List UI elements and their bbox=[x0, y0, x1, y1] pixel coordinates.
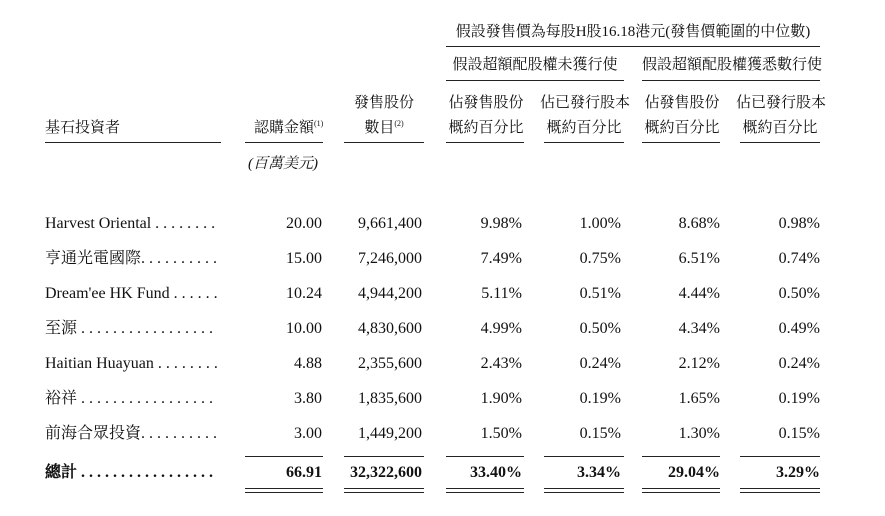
a-offer-pct-cell: 4.99% bbox=[480, 320, 522, 337]
column-header-b-issued-line2: 概約百分比 bbox=[742, 120, 818, 136]
total-double-rule-b-offer bbox=[642, 488, 720, 493]
column-header-shares-line1: 發售股份 bbox=[353, 95, 414, 111]
shares-cell: 1,449,200 bbox=[358, 425, 422, 442]
a-offer-pct-cell: 7.49% bbox=[480, 250, 522, 267]
shares-cell: 4,830,600 bbox=[358, 320, 422, 337]
a-issued-pct-cell: 1.00% bbox=[579, 215, 621, 232]
b-issued-pct-cell: 0.50% bbox=[778, 285, 820, 302]
total-rule-amount bbox=[245, 456, 323, 457]
b-issued-pct-cell: 0.74% bbox=[778, 250, 820, 267]
b-offer-pct-cell: 4.34% bbox=[678, 320, 720, 337]
column-header-a-offer-line2: 概約百分比 bbox=[448, 120, 524, 136]
amount-cell: 15.00 bbox=[286, 250, 322, 267]
total-rule-b-offer bbox=[642, 456, 720, 457]
column-header-b-offer-line2: 概約百分比 bbox=[644, 120, 720, 136]
subheader-a-rule bbox=[446, 80, 624, 81]
total-shares: 32,322,600 bbox=[350, 464, 422, 481]
b-offer-pct-cell: 8.68% bbox=[678, 215, 720, 232]
shares-cell: 7,246,000 bbox=[358, 250, 422, 267]
b-issued-pct-cell: 0.98% bbox=[778, 215, 820, 232]
a-issued-pct-cell: 0.51% bbox=[579, 285, 621, 302]
investor-name-cell: Haitian Huayuan . . . . . . . . bbox=[45, 355, 218, 372]
amount-cell: 4.88 bbox=[294, 355, 322, 372]
column-header-a-offer-line1: 佔發售股份 bbox=[448, 95, 524, 111]
total-b-issued: 3.29% bbox=[776, 464, 820, 481]
column-header-a-issued-line1: 佔已發行股本 bbox=[540, 95, 631, 111]
total-a-issued: 3.34% bbox=[577, 464, 621, 481]
shares-cell: 1,835,600 bbox=[358, 390, 422, 407]
investor-name-cell: Dream'ee HK Fund . . . . . . bbox=[45, 285, 218, 302]
column-header-amount: 認購金額$^{(1)}$ bbox=[254, 119, 324, 136]
column-header-investor: 基石投資者 bbox=[45, 120, 121, 136]
group-header: 假設發售價為每股H股16.18港元(發售價範圍的中位數) bbox=[455, 24, 811, 40]
total-rule-a-offer bbox=[446, 456, 524, 457]
investor-name-cell: 裕祥 . . . . . . . . . . . . . . . . . bbox=[45, 390, 214, 407]
total-rule-a-issued bbox=[544, 456, 624, 457]
total-double-rule-shares bbox=[344, 488, 424, 493]
subheader-b-rule bbox=[642, 80, 820, 81]
shares-cell: 2,355,600 bbox=[358, 355, 422, 372]
rule-a-issued bbox=[544, 142, 624, 143]
shares-cell: 9,661,400 bbox=[358, 215, 422, 232]
a-issued-pct-cell: 0.75% bbox=[579, 250, 621, 267]
total-amount: 66.91 bbox=[286, 464, 322, 481]
b-issued-pct-cell: 0.24% bbox=[778, 355, 820, 372]
b-offer-pct-cell: 1.30% bbox=[678, 425, 720, 442]
b-offer-pct-cell: 6.51% bbox=[678, 250, 720, 267]
a-issued-pct-cell: 0.15% bbox=[579, 425, 621, 442]
investor-name-cell: 亨通光電國際. . . . . . . . . . bbox=[45, 250, 218, 267]
a-issued-pct-cell: 0.24% bbox=[579, 355, 621, 372]
a-offer-pct-cell: 9.98% bbox=[480, 215, 522, 232]
amount-cell: 20.00 bbox=[286, 215, 322, 232]
rule-b-issued bbox=[740, 142, 820, 143]
b-offer-pct-cell: 1.65% bbox=[678, 390, 720, 407]
a-issued-pct-cell: 0.50% bbox=[579, 320, 621, 337]
amount-cell: 10.00 bbox=[286, 320, 322, 337]
rule-investor bbox=[45, 142, 221, 143]
b-issued-pct-cell: 0.49% bbox=[778, 320, 820, 337]
column-header-b-offer-line1: 佔發售股份 bbox=[644, 95, 720, 111]
a-offer-pct-cell: 1.90% bbox=[480, 390, 522, 407]
total-b-offer: 29.04% bbox=[668, 464, 720, 481]
investor-name-cell: 至源 . . . . . . . . . . . . . . . . . bbox=[45, 320, 214, 337]
total-a-offer: 33.40% bbox=[470, 464, 522, 481]
total-double-rule-a-issued bbox=[544, 488, 624, 493]
column-header-shares-line2: 數目$^{(2)}$ bbox=[364, 119, 404, 136]
amount-cell: 3.80 bbox=[294, 390, 322, 407]
rule-a-offer bbox=[446, 142, 524, 143]
a-offer-pct-cell: 2.43% bbox=[480, 355, 522, 372]
rule-amount bbox=[245, 142, 323, 143]
subheader-not-exercised: 假設超額配股權未獲行使 bbox=[452, 57, 618, 73]
b-offer-pct-cell: 4.44% bbox=[678, 285, 720, 302]
total-double-rule-a-offer bbox=[446, 488, 524, 493]
b-issued-pct-cell: 0.15% bbox=[778, 425, 820, 442]
column-header-a-issued-line2: 概約百分比 bbox=[546, 120, 622, 136]
subheader-fully-exercised: 假設超額配股權獲悉數行使 bbox=[642, 57, 823, 73]
amount-cell: 3.00 bbox=[294, 425, 322, 442]
total-rule-shares bbox=[344, 456, 424, 457]
total-label: 總計 . . . . . . . . . . . . . . . . . bbox=[45, 464, 214, 481]
total-double-rule-b-issued bbox=[740, 488, 820, 493]
a-offer-pct-cell: 5.11% bbox=[481, 285, 522, 302]
investor-name-cell: Harvest Oriental . . . . . . . . bbox=[45, 215, 216, 232]
a-offer-pct-cell: 1.50% bbox=[480, 425, 522, 442]
a-issued-pct-cell: 0.19% bbox=[579, 390, 621, 407]
rule-b-offer bbox=[642, 142, 720, 143]
b-issued-pct-cell: 0.19% bbox=[778, 390, 820, 407]
shares-cell: 4,944,200 bbox=[358, 285, 422, 302]
amount-cell: 10.24 bbox=[286, 285, 322, 302]
unit-label: (百萬美元) bbox=[248, 156, 318, 172]
column-header-b-issued-line1: 佔已發行股本 bbox=[736, 95, 827, 111]
b-offer-pct-cell: 2.12% bbox=[678, 355, 720, 372]
total-rule-b-issued bbox=[740, 456, 820, 457]
rule-shares bbox=[344, 142, 424, 143]
investor-name-cell: 前海合眾投資. . . . . . . . . . bbox=[45, 425, 218, 442]
group-header-rule bbox=[446, 46, 820, 47]
total-double-rule-amount bbox=[245, 488, 323, 493]
